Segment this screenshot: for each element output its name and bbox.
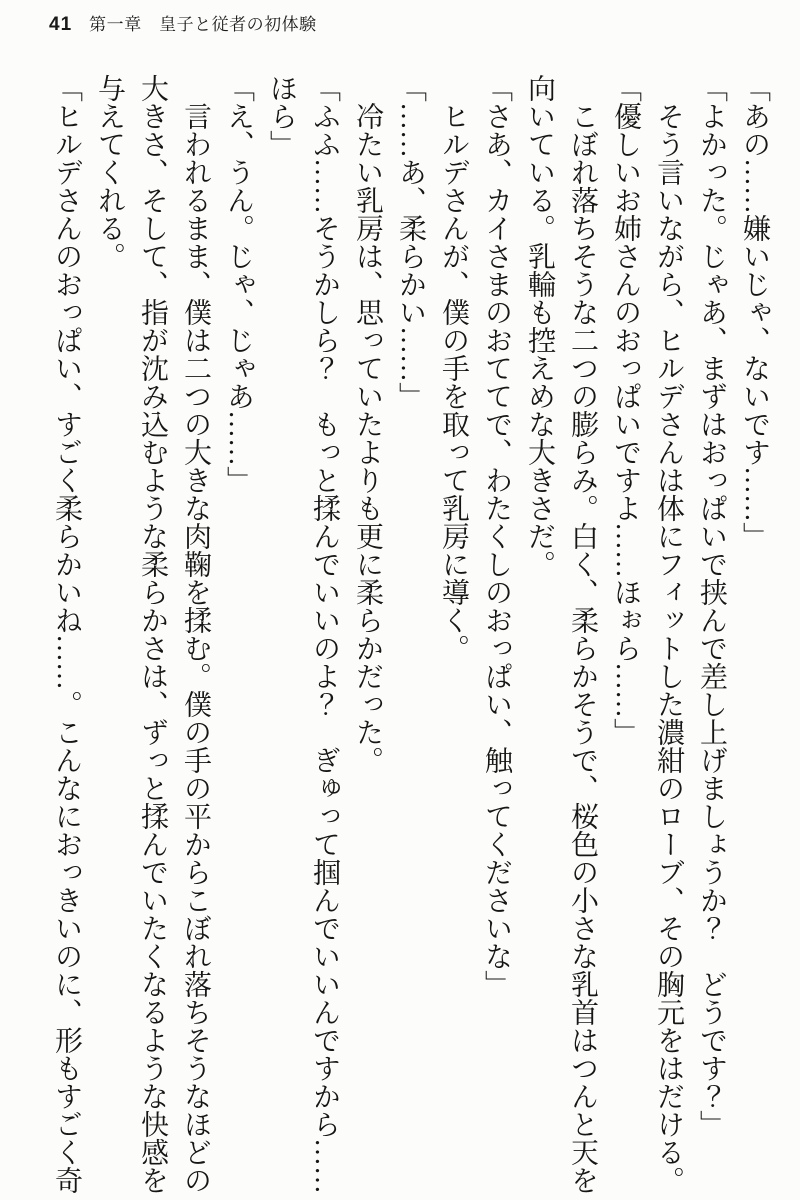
chapter-title: 第一章 皇子と従者の初体験	[89, 15, 317, 34]
paragraph: 「……あ、柔らかい……」	[395, 74, 426, 410]
paragraph: 「ふふ……そうかしら？ もっと揉んでいいのよ？ ぎゅって掴んでいいんですから……ほら」	[266, 74, 340, 1194]
paragraph: 「さあ、カイさまのおててで、わたくしのおっぱい、触ってくださいな」	[481, 74, 512, 998]
running-head	[49, 10, 317, 36]
paragraph: こぼれ落ちそうな二つの膨らみ。白く、柔らかそうで、桜色の小さな乳首はつんと天を向いている。乳輪も控えめな大きさだ。	[524, 74, 598, 1194]
paragraph: そう言いながら、ヒルデさんは体にフィットした濃紺のローブ、その胸元をはだける。	[653, 102, 684, 1194]
vertical-text-block	[45, 74, 776, 1199]
paragraph: 冷たい乳房は、思っていたよりも更に柔らかだった。	[352, 102, 383, 774]
paragraph: ヒルデさんが、僕の手を取って乳房に導く。	[438, 102, 469, 662]
paragraph: 「優しいお姉さんのおっぱいですよ……ほぉら……」	[610, 74, 641, 746]
page-number: 41	[49, 14, 73, 35]
paragraph: 「ヒルデさんのおっぱい、すごく柔らかいね……。こんなにおっきいのに、形もすごく奇	[51, 74, 82, 1194]
paragraph: 言われるまま、僕は二つの大きな肉鞠を揉む。僕の手の平からこぼれ落ちそうなほどの大きさ、そして、指が沈み込むような柔らかさは、ずっと揉んでいたくなるような快感を与えてくれる。	[94, 74, 211, 1194]
paragraph: 「あの……嫌いじゃ、ないです……」	[739, 74, 770, 550]
paragraph: 「よかった。じゃあ、まずはおっぱいで挟んで差し上げましょうか？ どうです？」	[696, 74, 727, 1138]
paragraph: 「え、うん。じゃ、じゃあ……」	[223, 74, 254, 494]
